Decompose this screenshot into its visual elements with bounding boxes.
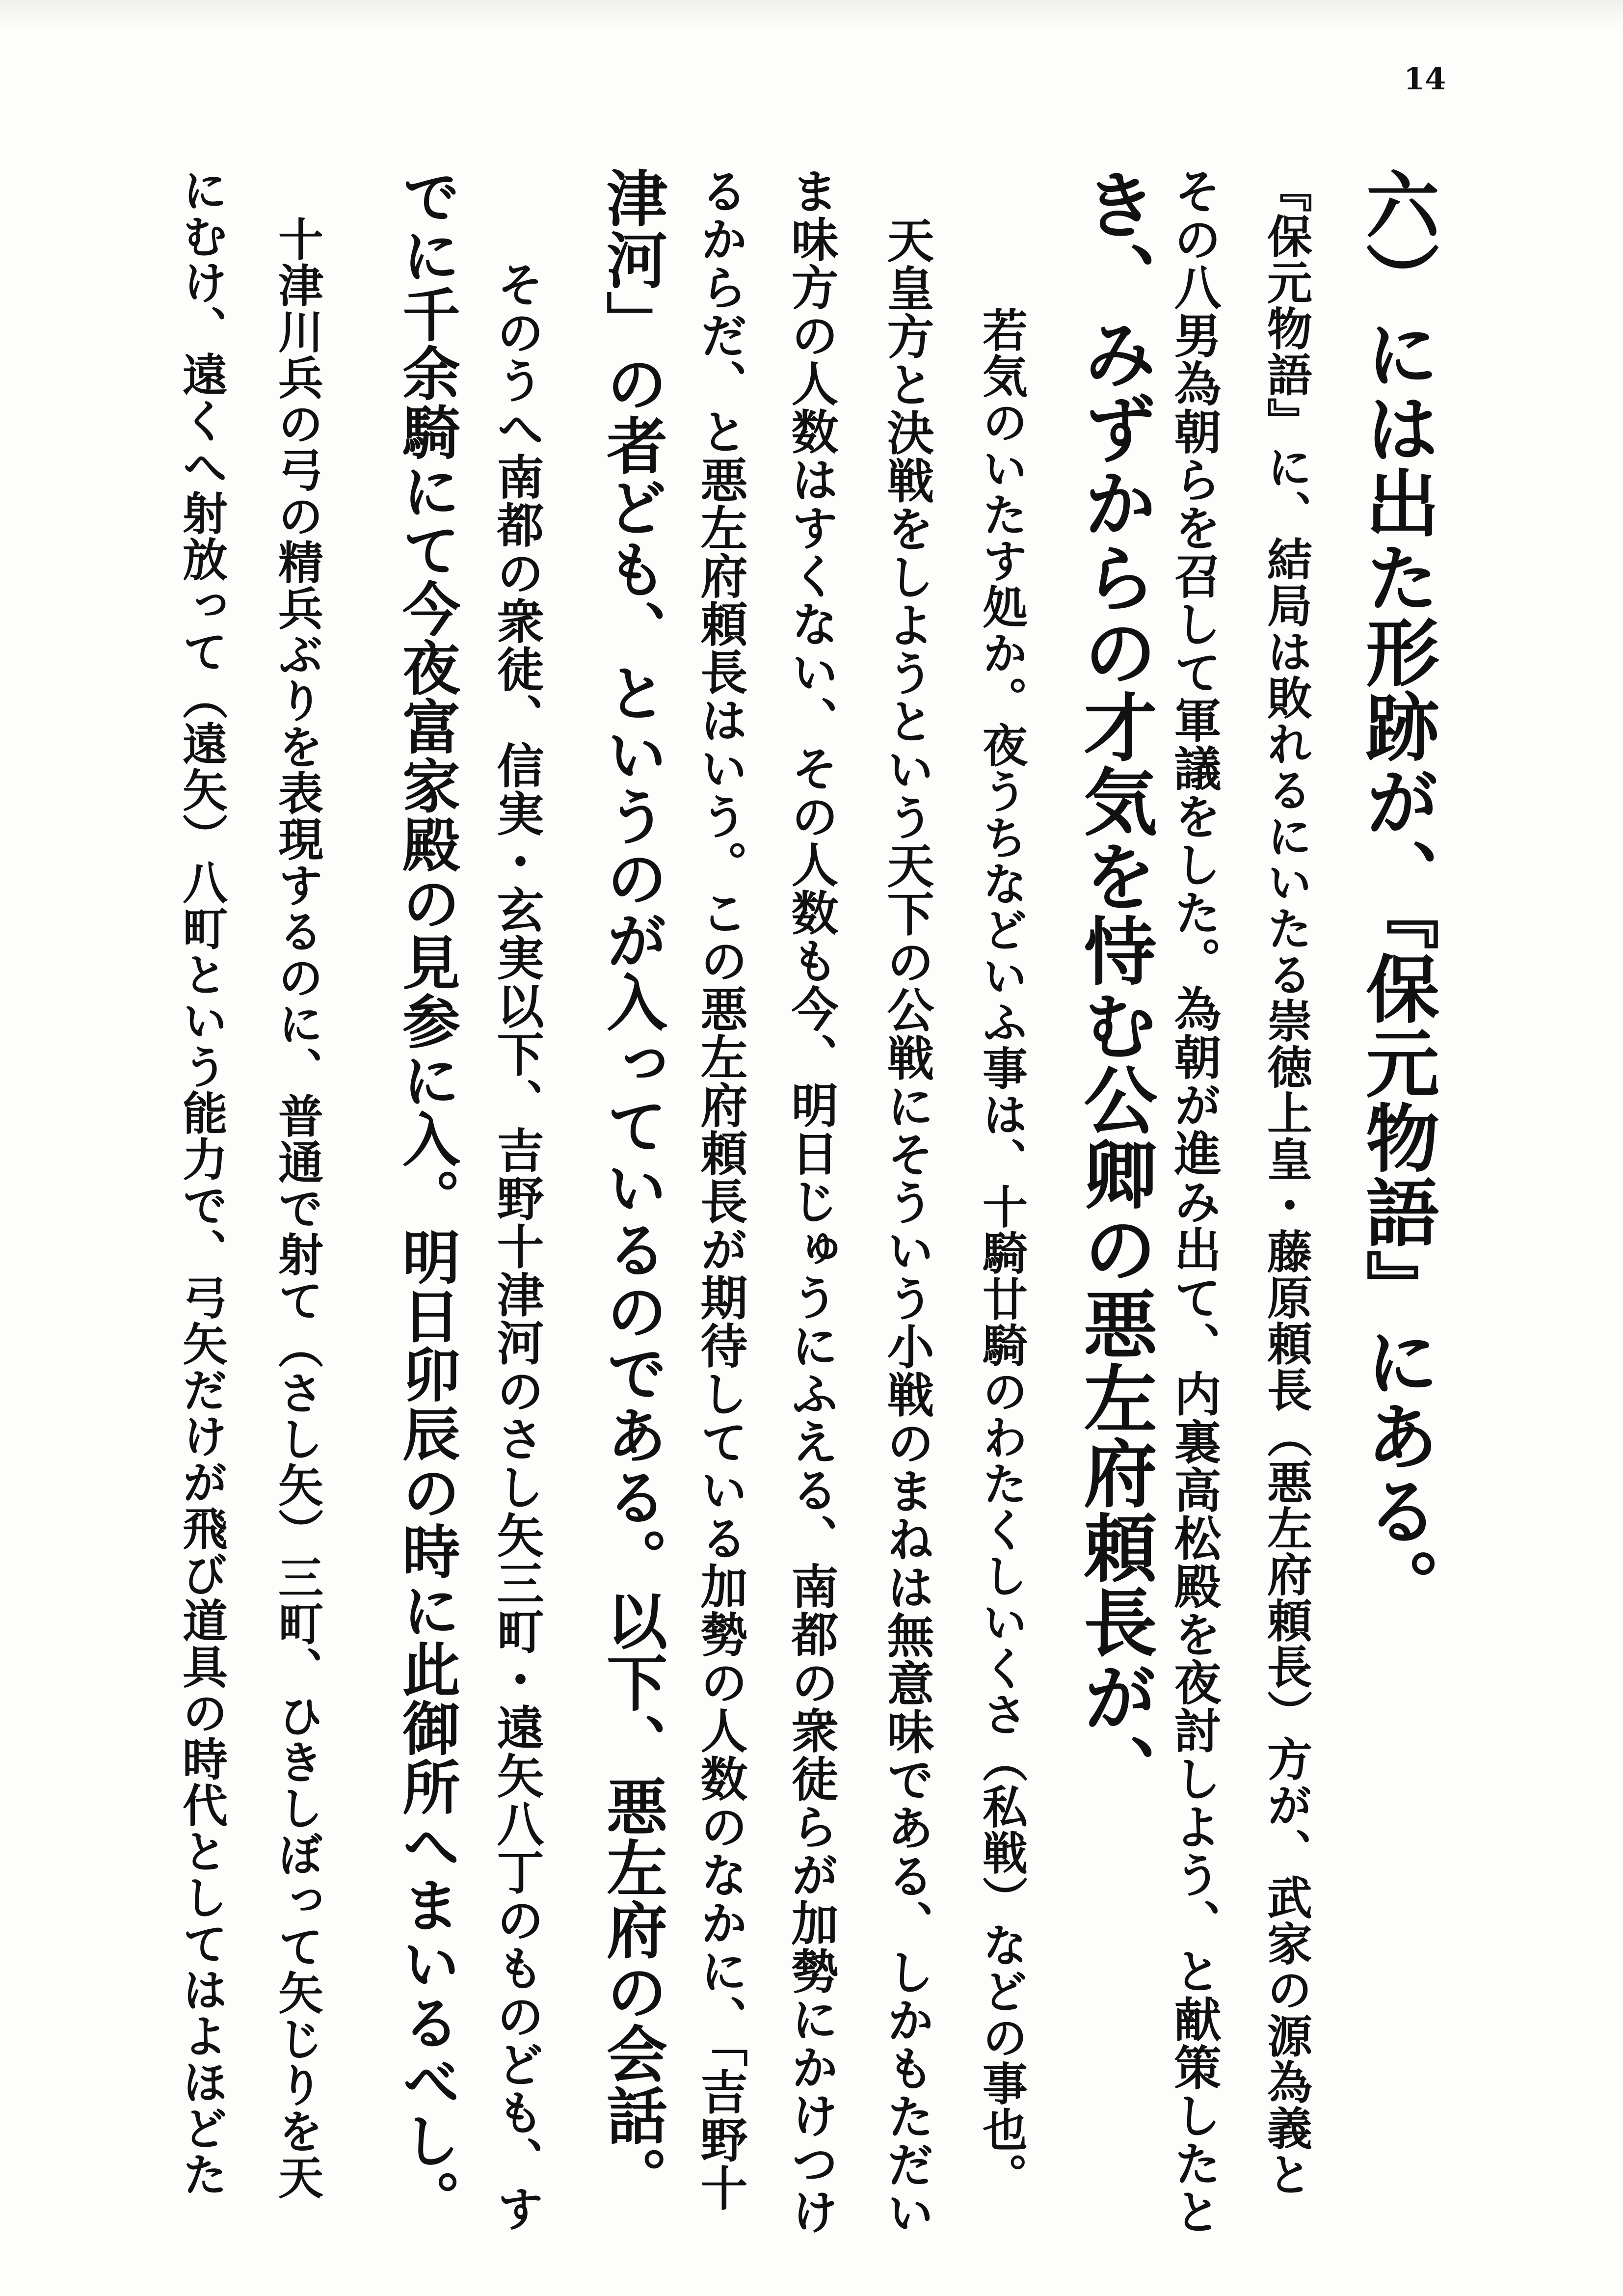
quote-column: 若気のいたす処か。夜うちなどいふ事は、十騎廿騎のわたくしいくさ（私戦）などの事也。 [975, 307, 1028, 2199]
text-column: 天皇方と決戦をしようという天下の公戦にそういう小戦のまねは無意味である、しかもただい [879, 216, 935, 2237]
text-column: 『保元物語』に、結局は敗れるにいたる崇徳上皇・藤原頼長（悪左府頼長）方が、武家の源為義と [1260, 167, 1313, 2197]
quote-column: でに千余騎にて今夜富家殿の見参に入。明日卯辰の時に此御所へまいるべし。 [393, 167, 461, 2229]
text-column: るからだ、と悪左府頼長はいう。この悪左府頼長が期待している加勢の人数のなかに、「吉野十 [693, 167, 748, 2212]
page-number: 14 [1404, 61, 1446, 97]
text-column: にむけ、遠くへ射放って（遠矢）八町という能力で、弓矢だけが飛び道具の時代としてはよほどた [175, 167, 228, 2197]
scan-shading [0, 0, 1623, 29]
text-column: ま味方の人数はすくない、その人数も今、明日じゅうにふえる、南都の衆徒らが加勢にかけつけ [784, 167, 839, 2236]
text-column: 十津川兵の弓の精兵ぶりを表現するのに、普通で射て（さし矢）三町、ひきしぼって矢じりを天 [271, 216, 324, 2200]
quote-column: そのうへ南都の衆徒、信実・玄実以下、吉野十津河のさし矢三町・遠矢八丁のものども、す [489, 260, 545, 2233]
text-column: その八男為朝らを召して軍議をした。為朝が進み出て、内裏高松殿を夜討しよう、と献策したと [1167, 167, 1222, 2236]
text-column: き、みずからの才気を恃む公卿の悪左府頼長が、 [1071, 167, 1157, 1809]
text-column: 六）には出た形跡が、『保元物語』にある。 [1353, 167, 1439, 1622]
text-column: 津河」の者ども、というのが入っているのである。以下、悪左府の会話。 [596, 167, 667, 2208]
